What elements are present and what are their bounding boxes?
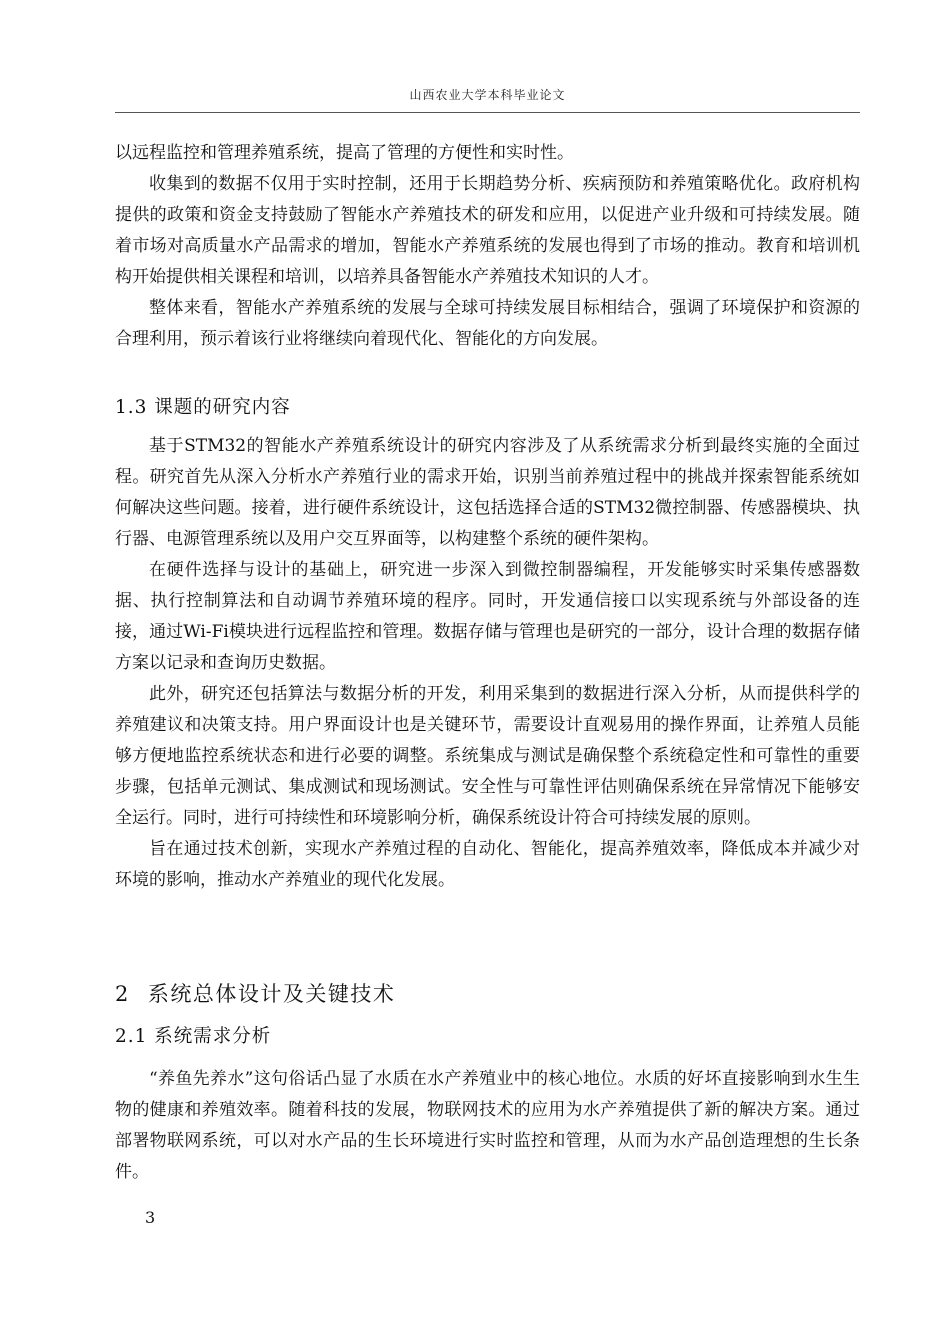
section-2-1-body	[115, 1064, 860, 1188]
page-number: 3	[145, 1208, 156, 1227]
paragraph: 以远程监控和管理养殖系统，提高了管理的方便性和实时性。	[115, 143, 574, 163]
chapter-title: 系统总体设计及关键技术	[147, 982, 396, 1006]
paragraph: 此外，研究还包括算法与数据分析的开发，利用采集到的数据进行深入分析，从而提供科学的养殖建议和决策支持。用户界面设计也是关键环节，需要设计直观易用的操作界面，让养殖人员能够方便地监控系统状态和进行必要的调整。系统集成与测试是确保整个系统稳定性和可靠性的重要步骤，包括单元测试、集成测试和现场测试。安全性与可靠性评估则确保系统在异常情况下能够安全运行。同时，进行可持续性和环境影响分析，确保系统设计符合可持续发展的原则。	[115, 684, 860, 828]
paragraph: 收集到的数据不仅用于实时控制，还用于长期趋势分析、疾病预防和养殖策略优化。政府机构提供的政策和资金支持鼓励了智能水产养殖技术的研发和应用，以促进产业升级和可持续发展。随着市场对高质量水产品需求的增加，智能水产养殖系统的发展也得到了市场的推动。教育和培训机构开始提供相关课程和培训，以培养具备智能水产养殖技术知识的人才。	[115, 174, 860, 287]
section-heading-2-1: 2.1 系统需求分析	[115, 1026, 272, 1047]
paragraph-block-intro	[115, 169, 860, 355]
running-header: 山西农业大学本科毕业论文	[409, 88, 566, 102]
paragraph: 基于STM32的智能水产养殖系统设计的研究内容涉及了从系统需求分析到最终实施的全面过程。研究首先从深入分析水产养殖行业的需求开始，识别当前养殖过程中的挑战并探索智能系统如何解决这些问题。接着，进行硬件系统设计，这包括选择合适的STM32微控制器、传感器模块、执行器、电源管理系统以及用户交互界面等，以构建整个系统的硬件架构。	[115, 436, 860, 549]
section-1-3-body	[115, 431, 860, 896]
paragraph: “养鱼先养水”这句俗话凸显了水质在水产养殖业中的核心地位。水质的好坏直接影响到水生生物的健康和养殖效率。随着科技的发展，物联网技术的应用为水产养殖提供了新的解决方案。通过部署物联网系统，可以对水产品的生长环境进行实时监控和管理，从而为水产品创造理想的生长条件。	[115, 1069, 860, 1182]
section-heading-1-3: 1.3 课题的研究内容	[115, 397, 291, 418]
chapter-number: 2	[115, 982, 130, 1006]
paragraph: 在硬件选择与设计的基础上，研究进一步深入到微控制器编程，开发能够实时采集传感器数据、执行控制算法和自动调节养殖环境的程序。同时，开发通信接口以实现系统与外部设备的连接，通过Wi-Fi模块进行远程监控和管理。数据存储与管理也是研究的一部分，设计合理的数据存储方案以记录和查询历史数据。	[115, 560, 860, 673]
header-rule	[115, 112, 860, 113]
paragraph: 旨在通过技术创新，实现水产养殖过程的自动化、智能化，提高养殖效率，降低成本并减少对环境的影响，推动水产养殖业的现代化发展。	[115, 839, 860, 890]
paragraph-continuation	[115, 138, 860, 169]
paragraph: 整体来看，智能水产养殖系统的发展与全球可持续发展目标相结合，强调了环境保护和资源的合理利用，预示着该行业将继续向着现代化、智能化的方向发展。	[115, 298, 860, 349]
chapter-heading-2	[115, 978, 395, 1008]
